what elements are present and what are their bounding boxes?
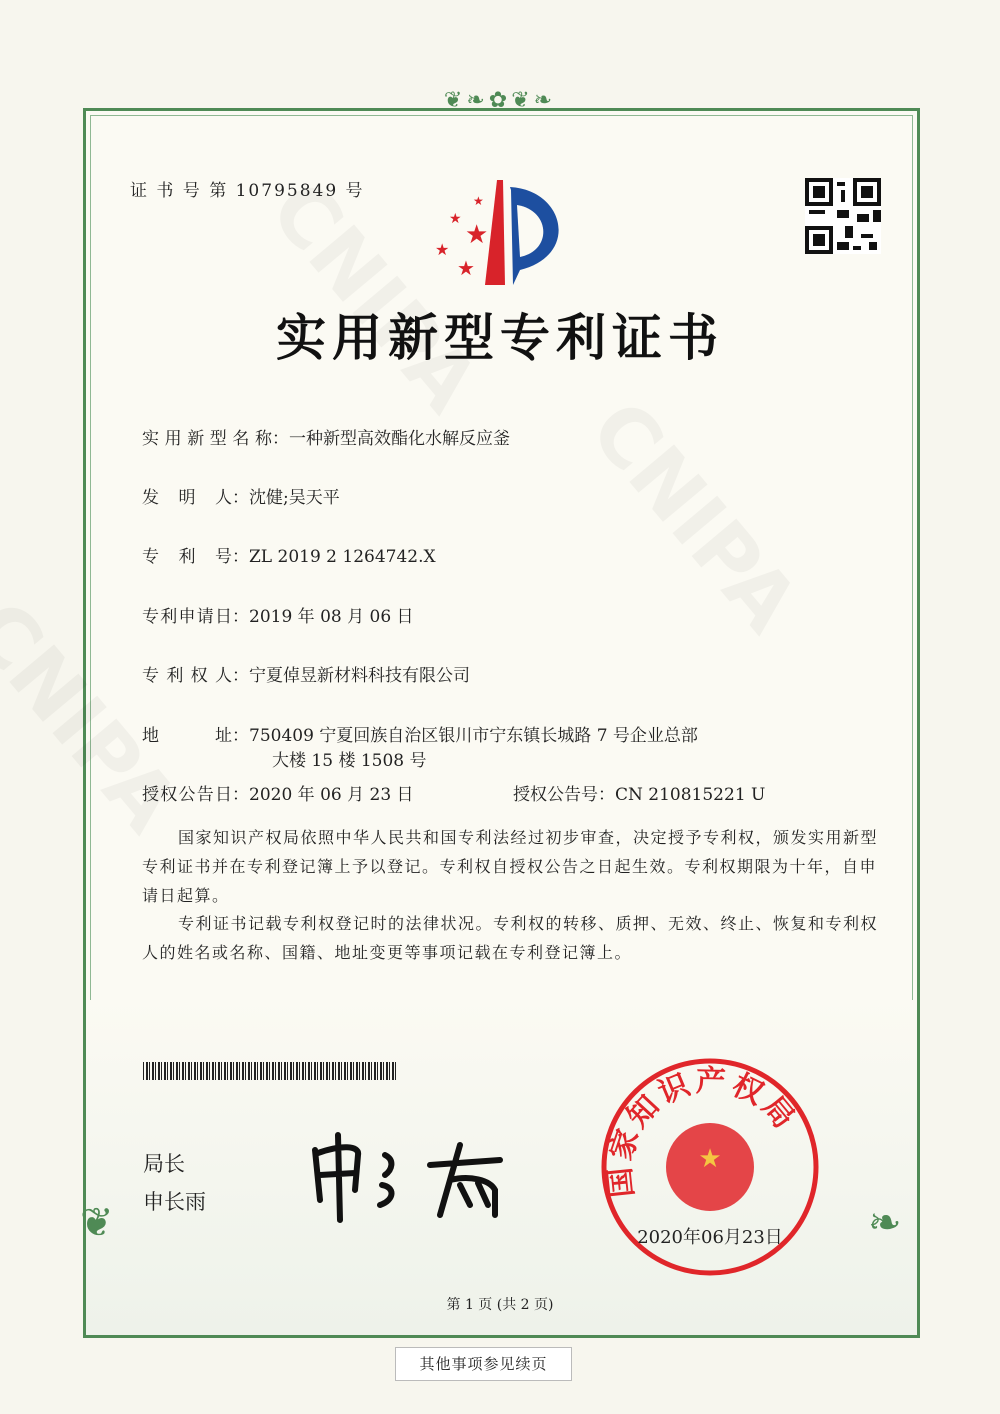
qr-code	[805, 178, 881, 254]
seal-text: 国家知识产权局	[602, 1063, 804, 1200]
field-grant-date: 授权公告日：2020 年 06 月 23 日	[142, 785, 414, 805]
svg-text:★: ★	[435, 240, 450, 259]
ornament-bottom-right: ❧	[868, 1200, 902, 1246]
field-announcement-number: 授权公告号：CN 210815221 U	[513, 785, 766, 805]
barcode	[143, 1062, 398, 1080]
field-address: 地址：750409 宁夏回族自治区银川市宁东镇长城路 7 号企业总部 大楼 15 楼 1508 号	[142, 726, 698, 771]
ornament-bottom-left: ❦	[80, 1200, 114, 1246]
page-title: 实用新型专利证书	[276, 308, 724, 367]
signatory-name: 申长雨	[143, 1190, 206, 1214]
field-application-date: 专利申请日：2019 年 08 月 06 日	[142, 607, 414, 627]
page-indicator: 第 1 页 (共 2 页)	[446, 1297, 554, 1313]
svg-text:★: ★	[465, 220, 489, 250]
field-utility-model-name: 实用新型名称：一种新型高效酯化水解反应釜	[142, 429, 510, 449]
seal-date: 2020年06月23日	[637, 1227, 783, 1248]
svg-text:★: ★	[449, 211, 462, 227]
logo-stars	[435, 194, 488, 280]
field-patent-number: 专利号：ZL 2019 2 1264742.X	[142, 547, 436, 567]
continuation-label: 其他事项参见续页	[395, 1347, 572, 1381]
svg-text:★: ★	[457, 256, 475, 280]
cnipa-logo	[425, 175, 580, 290]
field-patentee: 专利权人：宁夏倬昱新材料科技有限公司	[142, 666, 470, 686]
svg-text:★: ★	[473, 194, 484, 208]
ornament-top: ❦❧✿❦❧	[443, 88, 557, 113]
field-inventor: 发明人：沈健;吴天平	[142, 488, 340, 508]
statement-paragraph: 国家知识产权局依照中华人民共和国专利法经过初步审查，决定授予专利权，颁发实用新型专利证书并在专利登记簿上予以登记。专利权自授权公告之日起生效。专利权期限为十年，自申请日起算。	[142, 828, 879, 905]
official-seal	[598, 1055, 823, 1280]
certificate-number: 证 书 号 第 10795849 号	[130, 181, 365, 201]
svg-text:★: ★	[698, 1144, 722, 1174]
signatory-title: 局长	[143, 1152, 185, 1176]
statement-paragraph: 专利证书记载专利权登记时的法律状况。专利权的转移、质押、无效、终止、恢复和专利权人的姓名或名称、国籍、地址变更等事项记载在专利登记簿上。	[142, 914, 879, 962]
handwritten-signature	[300, 1125, 520, 1225]
